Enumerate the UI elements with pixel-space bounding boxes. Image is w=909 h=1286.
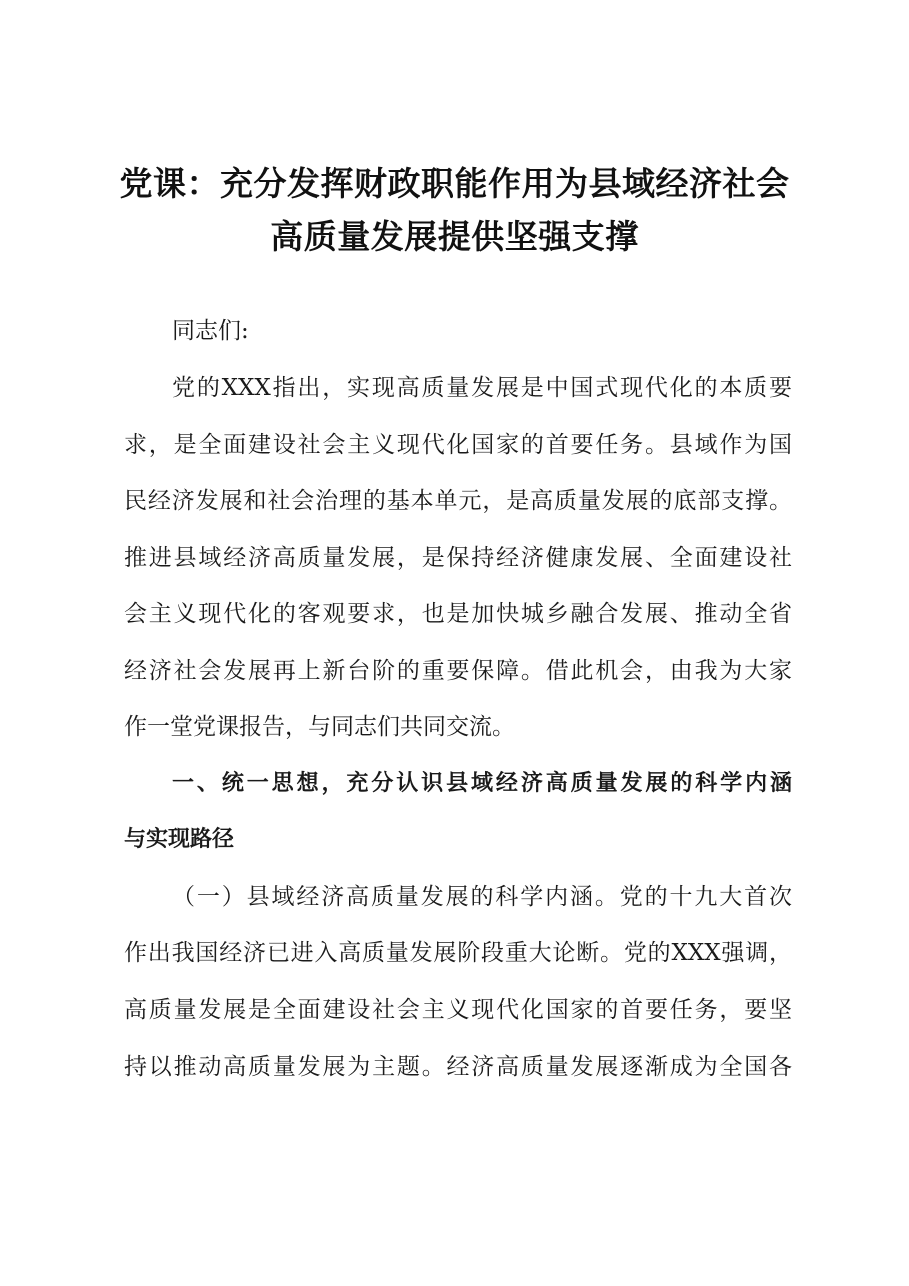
paragraph-1-line: 经济社会发展再上新台阶的重要保障。借此机会，由我为大家 [124,658,792,684]
paragraph-1-line: 会主义现代化的客观要求，也是加快城乡融合发展、推动全省 [124,601,792,627]
paragraph-1-line: 推进县域经济高质量发展，是保持经济健康发展、全面建设社 [124,545,792,571]
paragraph-2-line: 高质量发展是全面建设社会主义现代化国家的首要任务，要坚 [124,997,792,1023]
paragraph-2-line: 持以推动高质量发展为主题。经济高质量发展逐渐成为全国各 [124,1054,792,1080]
paragraph-1-line: 民经济发展和社会治理的基本单元，是高质量发展的底部支撑。 [124,488,792,514]
document-title-line-1: 党课：充分发挥财政职能作用为县域经济社会 [119,164,790,203]
paragraph-1-line: 党的XXX指出，实现高质量发展是中国式现代化的本质要 [172,375,792,401]
section-heading-line: 一、统一思想，充分认识县域经济高质量发展的科学内涵 [172,771,792,796]
document-title-line-2: 高质量发展提供坚强支撑 [270,217,639,256]
salutation: 同志们: [172,318,249,344]
section-heading-line: 与实现路径 [124,827,235,852]
paragraph-2-line: 作出我国经济已进入高质量发展阶段重大论断。党的XXX强调， [124,940,792,966]
paragraph-1-line: 作一堂党课报告，与同志们共同交流。 [124,714,515,740]
paragraph-2-line: （一）县域经济高质量发展的科学内涵。党的十九大首次 [172,884,792,910]
paragraph-1-line: 求，是全面建设社会主义现代化国家的首要任务。县域作为国 [124,432,792,458]
